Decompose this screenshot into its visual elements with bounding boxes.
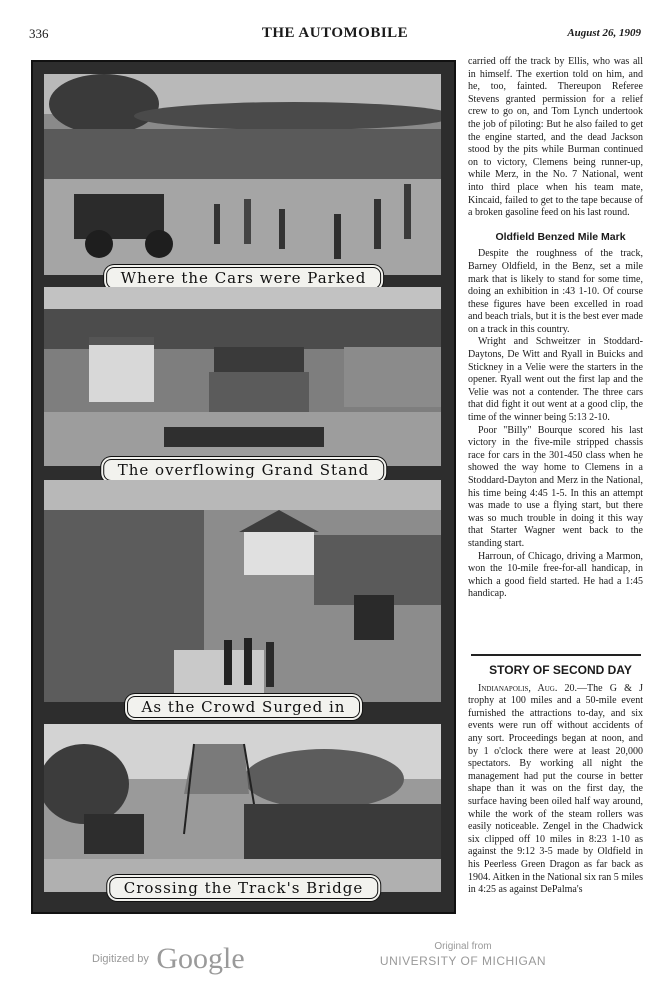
caption-parked-cars: Where the Cars were Parked	[106, 267, 382, 289]
article-column	[468, 56, 643, 601]
caption-crowd: As the Crowd Surged in	[127, 696, 361, 718]
photo-track-bridge	[44, 724, 441, 892]
caption-track-bridge: Crossing the Track's Bridge	[109, 877, 379, 899]
caption-grand-stand: The overflowing Grand Stand	[103, 459, 385, 481]
dateline: Indianapolis, Aug. 20.	[478, 682, 578, 694]
page-header	[29, 26, 641, 46]
google-logo: Google	[156, 942, 245, 975]
track-bridge-image	[44, 724, 441, 892]
parked-cars-image	[44, 74, 441, 275]
grand-stand-image	[44, 287, 441, 466]
page-number: 336	[29, 26, 49, 41]
article-paragraph	[468, 683, 643, 897]
photo-plate	[31, 60, 456, 914]
issue-date: August 26, 1909	[567, 27, 641, 39]
section-rule	[471, 654, 641, 656]
article-paragraph: Harroun, of Chicago, driving a Marmon, won the 10-mile free-for-all handicap, in which a good field started. He had a 1:45 handicap.	[468, 550, 643, 600]
crowd-image	[44, 480, 441, 702]
article-paragraph: Wright and Schweitzer in Stoddard-Daytons, De Witt and Ryall in Buicks and Stickney in a Velie were the starters in the opener. Ryall went out the first lap and the Velie was not a contender. The three cars that did fight it out went at a good clip, the time of the winner being 5:13 2-10.	[468, 336, 643, 424]
section-title: STORY OF SECOND DAY	[489, 663, 632, 677]
digitized-by-label: Digitized by	[92, 953, 149, 965]
article-paragraph: Despite the roughness of the track, Barney Oldfield, in the Benz, set a mile mark that is likely to stand for some time, doing an exhibition in :43 1-10. Of course these figures have been excelled in road and beach trials, but it is the best ever made on a track in this country.	[468, 248, 643, 335]
photo-crowd	[44, 480, 441, 702]
original-from-label: Original from	[434, 941, 492, 952]
subheading-oldfield: Oldfield Benzed Mile Mark	[495, 230, 626, 243]
institution-name: UNIVERSITY OF MICHIGAN	[379, 954, 547, 968]
second-day-column	[468, 664, 643, 897]
running-title: THE AUTOMOBILE	[261, 25, 409, 41]
photo-grand-stand	[44, 287, 441, 466]
original-from	[378, 941, 548, 968]
article-paragraph: carried off the track by Ellis, who was all in himself. The exertion told on him, and he, too, fainted. Thereupon Referee Stevens granted permission for a relief crew to go on, and Tom Lynch undertook the job of piloting: But he also failed to get the engine started, and the dead Jackson stood by the pits while Burman continued on to victory, Clemens being runner-up, while Merz, in the No. 7 National, went into third place when his team mate, Kincaid, failed to get to the tape because of a broken gasoline feed on his last round.	[468, 56, 643, 219]
digitized-by-google	[92, 942, 245, 976]
photo-parked-cars	[44, 74, 441, 275]
second-day-text: —The G & J trophy at 100 miles and a 50-mile event furnished the attractions to-day, and six events were run off without accidents of any sort. Proceedings began at noon, and by 1 o'clock there were at least 20,000 spectators. By working all night the management had put the course in better shape than it was on the first day, the surface having been oiled half way around, while the work of the steam rollers was easily noticeable. Zengel in the Chadwick six clipped off 10 miles in 8:23 1-10 as against the 9:12 3-5 made by Oldfield in his Peerless Green Dragon as far back as 1904. Aitken in the National six ran 5 miles in 4:25 as against DePalma's	[468, 682, 643, 896]
article-paragraph: Poor "Billy" Bourque scored his last victory in the five-mile stripped chassis race for cars in the 301-450 class when he showed the way home to Clemens in a Stoddard-Dayton and Merz in the National, his time being 4:45 1-5. In this an attempt was made to use a flying start, but there was so much trouble in doing it this way that Starter Wagner went back to the standing start.	[468, 424, 643, 549]
